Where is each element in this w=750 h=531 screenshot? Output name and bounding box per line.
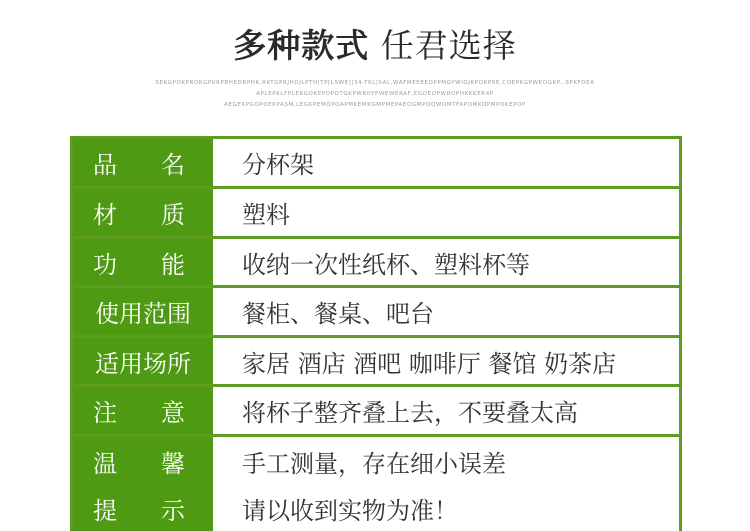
- spec-value: 分杯架: [215, 139, 679, 186]
- spec-row-function: [73, 239, 679, 288]
- spec-row-caution: [73, 387, 679, 437]
- spec-row-applicable-places: [73, 338, 679, 387]
- spec-label-char: 品: [93, 151, 117, 179]
- spec-value: 将杯子整齐叠上去，不要叠太高: [215, 387, 679, 434]
- spec-label: [73, 387, 213, 434]
- page-header: [0, 0, 750, 125]
- spec-row-reminder-1: [73, 437, 679, 485]
- spec-label-char: 注: [93, 399, 117, 427]
- spec-table: [70, 136, 682, 531]
- spec-label-char: 温: [93, 449, 117, 478]
- spec-row-usage-scope: [73, 288, 679, 338]
- spec-row-reminder-2: [73, 485, 679, 531]
- spec-value: 请以收到实物为准！: [215, 485, 679, 531]
- spec-label: [73, 239, 213, 285]
- spec-label-char: 馨: [161, 449, 185, 478]
- spec-label: [73, 139, 213, 186]
- spec-value: 手工测量，存在细小误差: [215, 437, 679, 485]
- decorative-fine-print-line: APLEPKLFPLEKGOKEPOPOTGKPWKOYPWEWERAF,EGOEOPWROPHKKKER4P: [256, 91, 494, 97]
- decorative-fine-print-line: AEGEKPGOPOEKPASM,LEGKPEMOPOAPMKEMKGMPMEPAEOGMPOQWOMTFAPOMKOPMPOKEPOP: [224, 102, 526, 108]
- title-main: 多种款式: [233, 26, 370, 65]
- spec-label: [73, 437, 213, 485]
- spec-value: 塑料: [215, 189, 679, 236]
- spec-label-char: 材: [93, 201, 117, 229]
- spec-value: 家居 酒店 酒吧 咖啡厅 餐馆 奶茶店: [215, 338, 679, 384]
- spec-label: [73, 189, 213, 236]
- spec-label: 适用场所: [73, 338, 213, 384]
- spec-label-char: 能: [161, 250, 185, 279]
- spec-label-char: 意: [161, 399, 185, 427]
- spec-label-char: 示: [161, 496, 185, 525]
- decorative-fine-print-line: SEKGPOKPROKGPKRPBHEDRPHK,RKTGPRJHDJLPTH|TP[LSWE]|34-TKL|SAL,WAFMEEEEOPPMGYWIOJKPOKPSE,COEPKGPWEOGKP,,SPKFOEA: [155, 80, 595, 86]
- page-title: [0, 20, 750, 67]
- spec-row-name: [73, 139, 679, 189]
- spec-row-material: [73, 189, 679, 239]
- spec-label-char: 名: [161, 151, 185, 179]
- spec-value: 餐柜、餐桌、吧台: [215, 288, 679, 335]
- spec-label: [73, 485, 213, 531]
- spec-label-char: 功: [93, 250, 117, 279]
- spec-value: 收纳一次性纸杯、塑料杯等: [215, 239, 679, 285]
- spec-label: 使用范围: [73, 288, 213, 335]
- spec-label-char: 质: [161, 201, 185, 229]
- title-sub: 任君选择: [380, 26, 517, 65]
- spec-label-char: 提: [93, 496, 117, 525]
